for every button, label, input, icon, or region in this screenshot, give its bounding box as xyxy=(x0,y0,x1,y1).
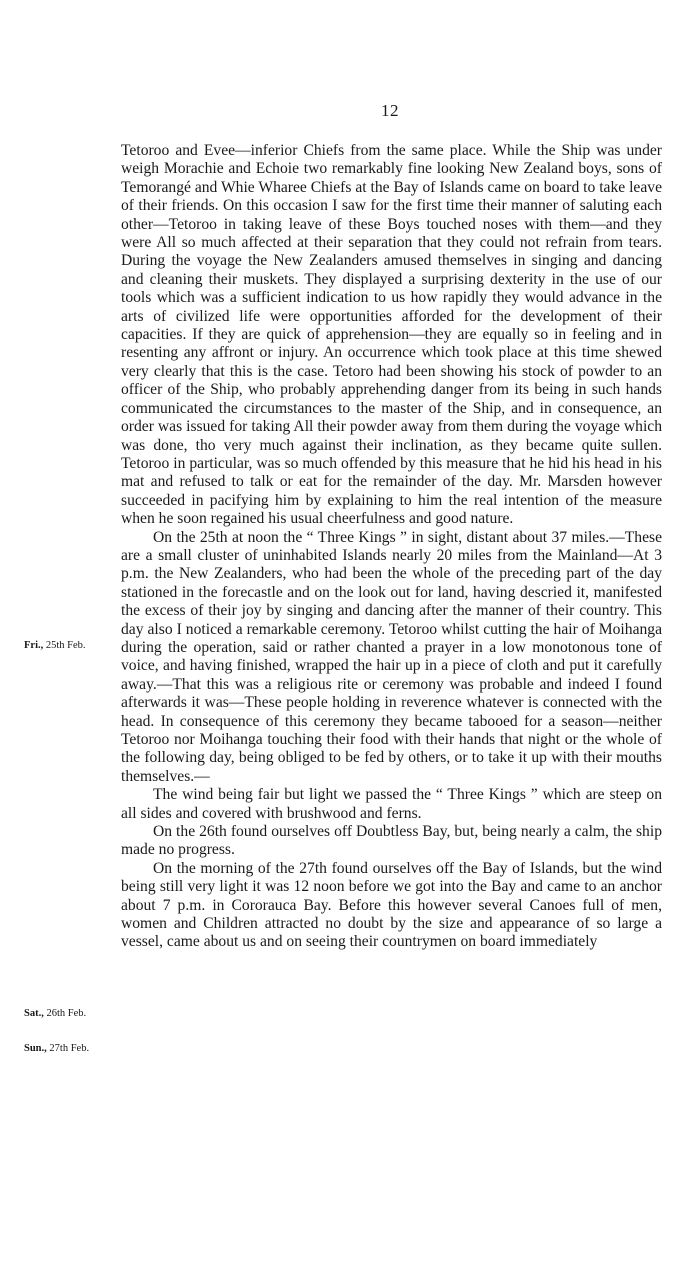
page-number: 12 xyxy=(381,101,399,120)
margin-note-date: 26th Feb. xyxy=(46,1008,87,1019)
body-text xyxy=(121,142,662,952)
margin-note-date: 25th Feb. xyxy=(45,640,86,651)
margin-note-day: Sun., xyxy=(24,1043,47,1054)
margin-note-date: 27th Feb. xyxy=(49,1043,90,1054)
margin-note-sun xyxy=(24,1043,89,1054)
margin-note-sat xyxy=(24,1008,86,1019)
margin-note-day: Fri., xyxy=(24,640,44,651)
margin-note-fri xyxy=(24,640,86,651)
paragraph: On the 25th at noon the “ Three Kings ” in sight, distant about 37 miles.—These are a small cluster of uninhabited Islands nearly 20 miles from the Mainland—At 3 p.m. the New Zealanders, who had been the whole of the preceding part of the day stationed in the forecastle and on the look out for land, having descried it, manifested the excess of their joy by singing and dancing after the manner of their country. This day also I noticed a remarkable ceremony. Tetoroo whilst cutting the hair of Moihanga during the operation, said or rather chanted a prayer in a low monotonous tone of voice, and having finished, wrapped the hair up in a piece of cloth and put it carefully away.—That this was a religious rite or ceremony was probable and indeed I found afterwards it was—These people holding in reverence whatever is connected with the head. In consequence of this ceremony they became tabooed for a season—neither Tetoroo nor Moihanga touching their food with their hands that night or the whole of the following day, being obliged to be fed by others, or to take it up with their mouths themselves.— xyxy=(121,528,662,785)
paragraph: On the morning of the 27th found ourselves off the Bay of Islands, but the wind being still very light it was 12 noon before we got into the Bay and came to an anchor about 7 p.m. in Cororauca Bay. Before this however several Canoes full of men, women and Children attracted no doubt by the size and appearance of so large a vessel, came about us and on seeing their countrymen on board immediately xyxy=(121,859,662,951)
paragraph: On the 26th found ourselves off Doubtless Bay, but, being nearly a calm, the ship made no progress. xyxy=(121,823,662,859)
margin-note-day: Sat., xyxy=(24,1008,44,1019)
paragraph: The wind being fair but light we passed the “ Three Kings ” which are steep on all sides and covered with brushwood and ferns. xyxy=(121,786,662,822)
paragraph: Tetoroo and Evee—inferior Chiefs from the same place. While the Ship was under weigh Morachie and Echoie two remarkably fine looking New Zealand boys, sons of Temorangé and Whie Wharee Chiefs at the Bay of Islands came on board to take leave of their friends. On this occasion I saw for the first time their manner of saluting each other—Tetoroo in taking leave of these Boys touched noses with them—and they were All so much affected at their separation that they could not refrain from tears. During the voyage the New Zealanders amused themselves in singing and dancing and cleaning their muskets. They displayed a surprising dexterity in the use of our tools which was a sufficient indication to us how rapidly they would advance in the arts of civilized life were opportunities afforded for the development of their capacities. If they are quick of apprehension—they are equally so in feeling and in resenting any affront or injury. An occurrence which took place at this time shewed very clearly that this is the case. Tetoro had been showing his stock of powder to an officer of the Ship, who probably apprehending danger from its being in such hands communicated the circumstances to the master of the Ship, and in consequence, an order was issued for taking All their powder away from them during the voyage which was done, tho very much against their inclination, as they became quite sullen. Tetoroo in particular, was so much offended by this measure that he hid his head in his mat and refused to talk or eat for the remainder of the day. Mr. Marsden however succeeded in pacifying him by explaining to him the real intention of the measure when he soon regained his usual cheerfulness and good nature. xyxy=(121,142,662,528)
